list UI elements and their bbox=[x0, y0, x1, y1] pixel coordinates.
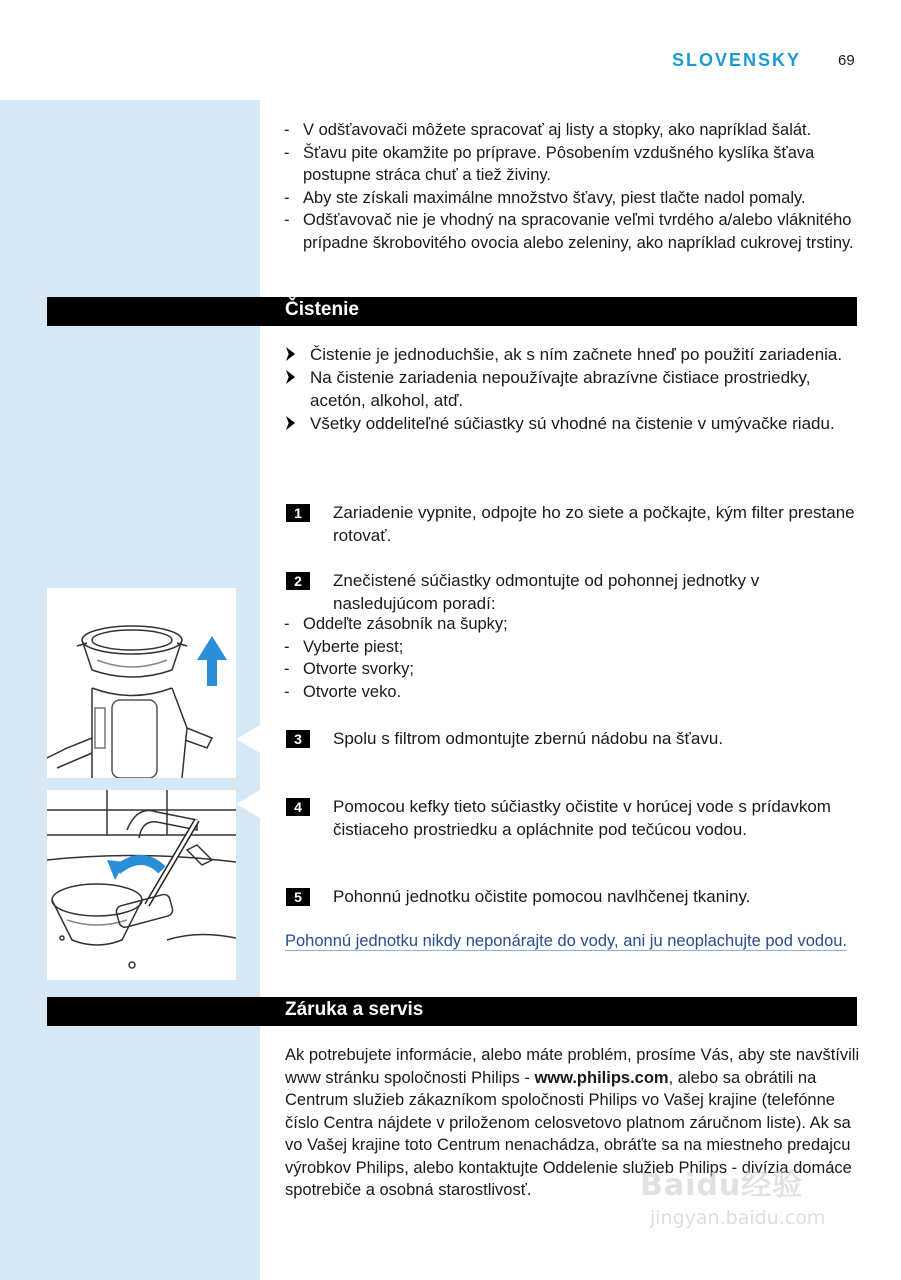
juicer-disassembly-illustration bbox=[47, 588, 236, 778]
list-item: - Odšťavovač nie je vhodný na spracovanie veľmi tvrdého a/alebo vláknitého prípadne škrobovitého ovocia alebo zeleniny, ako napríklad cukrovej trstiny. bbox=[284, 211, 854, 252]
cleaning-bullets bbox=[286, 343, 861, 435]
bullet-arrow-icon bbox=[286, 347, 295, 361]
step-number: 1 bbox=[286, 504, 310, 522]
step-number: 2 bbox=[286, 572, 310, 590]
step-text: Pohonnú jednotku očistite pomocou navlhčenej tkaniny. bbox=[333, 887, 751, 906]
watermark-url: jingyan.baidu.com bbox=[650, 1207, 826, 1229]
section-heading: Záruka a servis bbox=[285, 999, 424, 1020]
language-label: SLOVENSKY bbox=[672, 50, 802, 70]
step-1 bbox=[286, 501, 861, 547]
step-text: Znečistené súčiastky odmontujte od pohonnej jednotky v nasledujúcom poradí: bbox=[333, 571, 760, 613]
tips-list bbox=[284, 119, 864, 254]
bullet-arrow-icon bbox=[286, 416, 295, 430]
bullet-arrow-icon bbox=[286, 370, 295, 384]
brush-cleaning-illustration bbox=[47, 790, 236, 980]
list-item: - Vyberte piest; bbox=[284, 637, 404, 656]
sink-drawing bbox=[47, 790, 236, 980]
juicer-drawing bbox=[47, 588, 236, 778]
step-4 bbox=[286, 795, 861, 841]
section-bar-warranty bbox=[47, 997, 857, 1026]
rotate-arrow-icon bbox=[107, 860, 162, 880]
philips-link[interactable]: www.philips.com bbox=[534, 1068, 669, 1087]
bullet-item: Čistenie je jednoduchšie, ak s ním začnete hneď po použití zariadenia. bbox=[286, 343, 861, 366]
warning-note: Pohonnú jednotku nikdy neponárajte do vody, ani ju neoplachujte pod vodou. bbox=[285, 932, 848, 950]
step-text: Spolu s filtrom odmontujte zbernú nádobu na šťavu. bbox=[333, 729, 724, 748]
step-2 bbox=[286, 569, 861, 615]
illustration-pointer bbox=[236, 725, 260, 753]
list-item: - Otvorte svorky; bbox=[284, 660, 414, 678]
bullet-item: Na čistenie zariadenia nepoužívajte abrazívne čistiace prostriedky, acetón, alkohol, atď. bbox=[286, 366, 861, 412]
step-number: 3 bbox=[286, 730, 310, 748]
step-text: Zariadenie vypnite, odpojte ho zo siete a počkajte, kým filter prestane rotovať. bbox=[333, 503, 855, 545]
sub-steps-list bbox=[284, 613, 844, 703]
step-number: 4 bbox=[286, 798, 310, 816]
list-item: - V odšťavovači môžete spracovať aj listy a stopky, ako napríklad šalát. bbox=[284, 121, 812, 139]
illustration-pointer bbox=[236, 790, 260, 818]
arrow-up-icon bbox=[197, 636, 227, 686]
service-paragraph: Ak potrebujete informácie, alebo máte problém, prosíme Vás, aby ste navštívili www stránku spoločnosti Philips - www.philips.com, alebo sa obrátili na Centrum služieb zákazníkom spoločnosti Philips vo Vašej krajine (telefónne číslo Centra nájdete v priloženom celosvetovo platnom záručnom liste). Ak sa vo Vašej krajine toto Centrum nenachádza, obráťte sa na miestneho predajcu výrobkov Philips, alebo kontaktujte Oddelenie služieb Philips - divízia domáce spotrebiče a osobná starostlivosť. bbox=[285, 1046, 860, 1199]
section-bar-cleaning bbox=[47, 297, 857, 326]
list-item: - Aby ste získali maximálne množstvo šťavy, piest tlačte nadol pomaly. bbox=[284, 188, 806, 207]
bullet-item: Všetky oddeliteľné súčiastky sú vhodné na čistenie v umývačke riadu. bbox=[286, 412, 861, 435]
step-text: Pomocou kefky tieto súčiastky očistite v horúcej vode s prídavkom čistiaceho prostriedku a opláchnite pod tečúcou vodou. bbox=[333, 797, 831, 839]
step-3 bbox=[286, 727, 861, 750]
watermark-brand: Baidu经验 bbox=[640, 1168, 804, 1203]
list-item: - Šťavu pite okamžite po príprave. Pôsobením vzdušného kyslíka šťava postupne stráca chuť a tiež živiny. bbox=[284, 143, 815, 184]
section-heading: Čistenie bbox=[285, 299, 359, 320]
step-5 bbox=[286, 885, 861, 908]
list-item: - Oddeľte zásobník na šupky; bbox=[284, 615, 508, 633]
list-item: - Otvorte veko. bbox=[284, 682, 402, 701]
page-number: 69 bbox=[838, 52, 855, 69]
step-number: 5 bbox=[286, 888, 310, 906]
